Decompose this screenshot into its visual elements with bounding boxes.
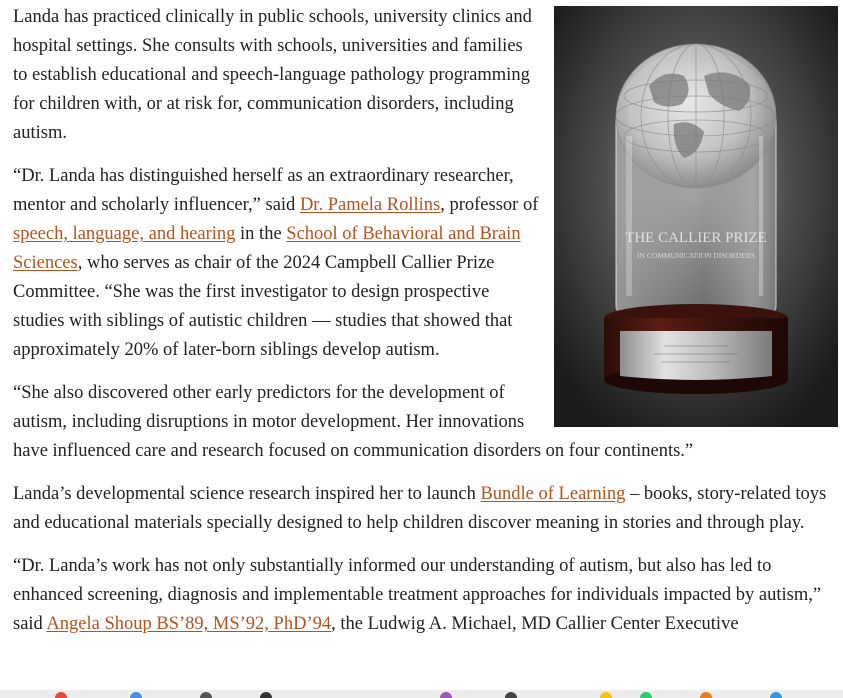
- dock-app-icon[interactable]: [770, 692, 782, 698]
- paragraph-shoup-quote: [13, 552, 838, 639]
- dock-app-icon[interactable]: [440, 692, 452, 698]
- paragraph-text: Landa’s developmental science research inspired her to launch: [13, 484, 481, 504]
- link-speech-language-hearing[interactable]: speech, language, and hearing: [13, 224, 236, 244]
- trophy-illustration: [554, 6, 838, 427]
- trophy-engraving-subtitle: IN COMMUNICATION DISORDERS: [637, 251, 755, 260]
- link-angela-shoup[interactable]: Angela Shoup BS’89, MS’92, PhD’94: [46, 614, 332, 634]
- paragraph-text: , the Ludwig A. Michael, MD Callier Center Executive: [331, 614, 739, 634]
- link-pamela-rollins[interactable]: Dr. Pamela Rollins: [299, 195, 441, 215]
- paragraph-text: “She also discovered other early predictors for the development of autism, including disruptions in motor development. Her innovations have influenced care and research focused on communication disorders on four continents.”: [13, 383, 694, 461]
- dock-app-icon[interactable]: [130, 692, 142, 698]
- paragraph-text: “Dr. Landa’s work has not only substantially informed our understanding of autism, but also has led to enhanced screening, diagnosis and implementable treatment approaches for individuals impacted by autism,” said: [13, 556, 822, 634]
- link-school-behavioral-brain-sciences[interactable]: School of Behavioral and Brain Sciences: [13, 224, 521, 273]
- dock-app-icon[interactable]: [700, 692, 712, 698]
- dock-app-icon[interactable]: [260, 692, 272, 698]
- paragraph-text: Landa has practiced clinically in public schools, university clinics and hospital settings. She consults with schools, universities and families to establish educational and speech-language pathology programming for children with, or at risk for, communication disorders, including autism.: [13, 7, 532, 143]
- link-bundle-of-learning[interactable]: Bundle of Learning: [480, 484, 626, 504]
- paragraph-text: in the: [235, 224, 287, 244]
- trophy-engraving-title: THE CALLIER PRIZE: [625, 230, 767, 246]
- dock-app-icon[interactable]: [505, 692, 517, 698]
- dock-app-icon[interactable]: [55, 692, 67, 698]
- paragraph-text: , professor of: [440, 195, 539, 215]
- callier-prize-trophy-image: [554, 6, 838, 427]
- article-body: [13, 3, 838, 653]
- dock-app-icon[interactable]: [600, 692, 612, 698]
- dock-app-icon[interactable]: [200, 692, 212, 698]
- paragraph-bundle-of-learning: [13, 480, 838, 538]
- dock-app-icon[interactable]: [640, 692, 652, 698]
- paragraph-text: “Dr. Landa has distinguished herself as an extraordinary researcher, mentor and scholarly influencer,” said: [13, 166, 514, 215]
- paragraph-text: – books, story-related toys and educational materials specially designed to help children discover meaning in stories and through play.: [13, 484, 827, 533]
- paragraph-text: , who serves as chair of the 2024 Campbell Callier Prize Committee. “She was the first investigator to design prospective studies with siblings of autistic children — studies that showed that approximately 20% of later-born siblings develop autism.: [13, 253, 513, 360]
- dock-partial: [0, 690, 843, 698]
